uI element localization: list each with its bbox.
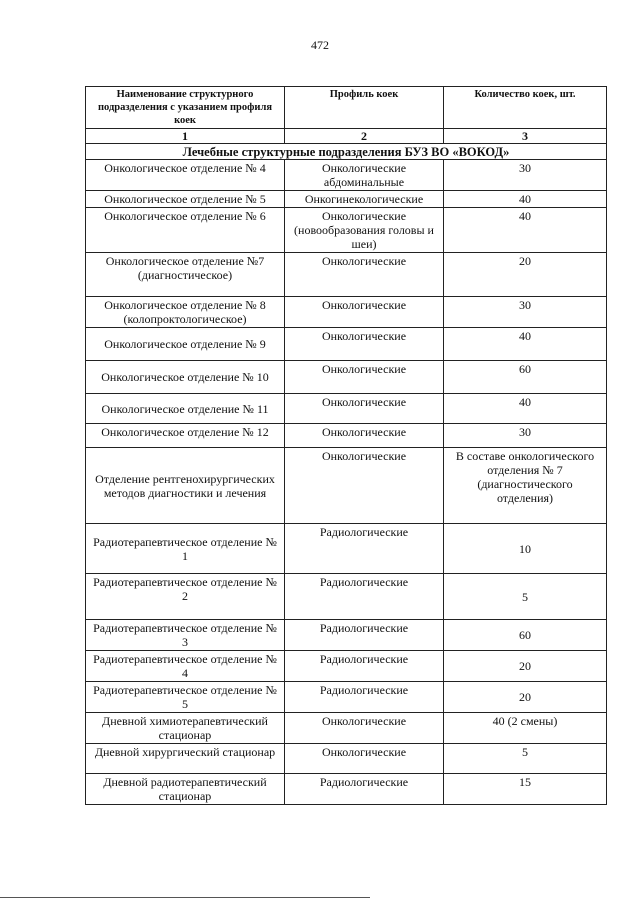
- column-number: 1: [86, 129, 285, 144]
- unit-name-cell: Отделение рентгенохирургических методов диагностики и лечения: [86, 448, 285, 524]
- count-cell: 60: [444, 361, 607, 394]
- profile-cell: Радиологические: [285, 620, 444, 651]
- count-cell: 40 (2 смены): [444, 713, 607, 744]
- count-cell: 30: [444, 424, 607, 448]
- page-number: 472: [311, 38, 329, 52]
- profile-cell: Онкологические: [285, 744, 444, 774]
- column-number: 3: [444, 129, 607, 144]
- table-row: [86, 424, 607, 448]
- profile-cell: Онкологические: [285, 253, 444, 297]
- profile-cell: Онкологические абдоминальные: [285, 160, 444, 191]
- table-row: [86, 191, 607, 208]
- unit-name-cell: Радиотерапевтическое отделение № 3: [86, 620, 285, 651]
- count-cell: 60: [444, 620, 607, 651]
- table-row: [86, 297, 607, 328]
- table-header-row: [86, 87, 607, 129]
- table-row: [86, 574, 607, 620]
- table-row: [86, 394, 607, 424]
- count-cell: 30: [444, 160, 607, 191]
- table-row: [86, 713, 607, 744]
- profile-cell: Онкогинекологические: [285, 191, 444, 208]
- count-cell: В составе онкологического отделения № 7 (диагностического отделения): [444, 448, 607, 524]
- profile-cell: Радиологические: [285, 682, 444, 713]
- unit-name-cell: Онкологическое отделение № 9: [86, 328, 285, 361]
- count-cell: 5: [444, 574, 607, 620]
- table-row: [86, 208, 607, 253]
- profile-cell: Онкологические: [285, 713, 444, 744]
- unit-name-cell: Дневной хирургический стационар: [86, 744, 285, 774]
- unit-name-cell: Онкологическое отделение № 10: [86, 361, 285, 394]
- profile-cell: Онкологические: [285, 394, 444, 424]
- count-cell: 15: [444, 774, 607, 805]
- profile-cell: Онкологические: [285, 448, 444, 524]
- unit-name-cell: Радиотерапевтическое отделение № 1: [86, 524, 285, 574]
- count-cell: 30: [444, 297, 607, 328]
- table-row: [86, 620, 607, 651]
- table-row: [86, 361, 607, 394]
- profile-cell: Радиологические: [285, 574, 444, 620]
- footer-divider: [0, 897, 370, 898]
- profile-cell: Онкологические: [285, 361, 444, 394]
- profile-cell: Радиологические: [285, 651, 444, 682]
- table-row: [86, 253, 607, 297]
- table-row: [86, 651, 607, 682]
- header-bed-profile: Профиль коек: [285, 87, 444, 129]
- count-cell: 20: [444, 651, 607, 682]
- count-cell: 40: [444, 328, 607, 361]
- count-cell: 40: [444, 191, 607, 208]
- table-row: [86, 328, 607, 361]
- count-cell: 10: [444, 524, 607, 574]
- section-row: [86, 144, 607, 160]
- count-cell: 40: [444, 394, 607, 424]
- unit-name-cell: Онкологическое отделение № 8 (колопроктологическое): [86, 297, 285, 328]
- header-bed-count: Количество коек, шт.: [444, 87, 607, 129]
- unit-name-cell: Радиотерапевтическое отделение № 5: [86, 682, 285, 713]
- count-cell: 5: [444, 744, 607, 774]
- unit-name-cell: Дневной радиотерапевтический стационар: [86, 774, 285, 805]
- unit-name-cell: Онкологическое отделение № 11: [86, 394, 285, 424]
- count-cell: 40: [444, 208, 607, 253]
- unit-name-cell: Онкологическое отделение № 5: [86, 191, 285, 208]
- header-unit-name: Наименование структурного подразделения с указанием профиля коек: [86, 87, 285, 129]
- beds-table: [85, 86, 607, 805]
- unit-name-cell: Радиотерапевтическое отделение № 4: [86, 651, 285, 682]
- table-row: [86, 448, 607, 524]
- profile-cell: Онкологические (новообразования головы и шеи): [285, 208, 444, 253]
- profile-cell: Радиологические: [285, 524, 444, 574]
- table-row: [86, 160, 607, 191]
- table-row: [86, 682, 607, 713]
- table-row: [86, 744, 607, 774]
- table-row: [86, 774, 607, 805]
- unit-name-cell: Онкологическое отделение № 4: [86, 160, 285, 191]
- unit-name-cell: Дневной химиотерапевтический стационар: [86, 713, 285, 744]
- unit-name-cell: Радиотерапевтическое отделение № 2: [86, 574, 285, 620]
- column-number-row: [86, 129, 607, 144]
- table-row: [86, 524, 607, 574]
- count-cell: 20: [444, 682, 607, 713]
- unit-name-cell: Онкологическое отделение № 12: [86, 424, 285, 448]
- profile-cell: Онкологические: [285, 297, 444, 328]
- unit-name-cell: Онкологическое отделение №7 (диагностическое): [86, 253, 285, 297]
- count-cell: 20: [444, 253, 607, 297]
- profile-cell: Онкологические: [285, 424, 444, 448]
- column-number: 2: [285, 129, 444, 144]
- section-title: Лечебные структурные подразделения БУЗ ВО «ВОКОД»: [86, 144, 607, 160]
- profile-cell: Радиологические: [285, 774, 444, 805]
- profile-cell: Онкологические: [285, 328, 444, 361]
- unit-name-cell: Онкологическое отделение № 6: [86, 208, 285, 253]
